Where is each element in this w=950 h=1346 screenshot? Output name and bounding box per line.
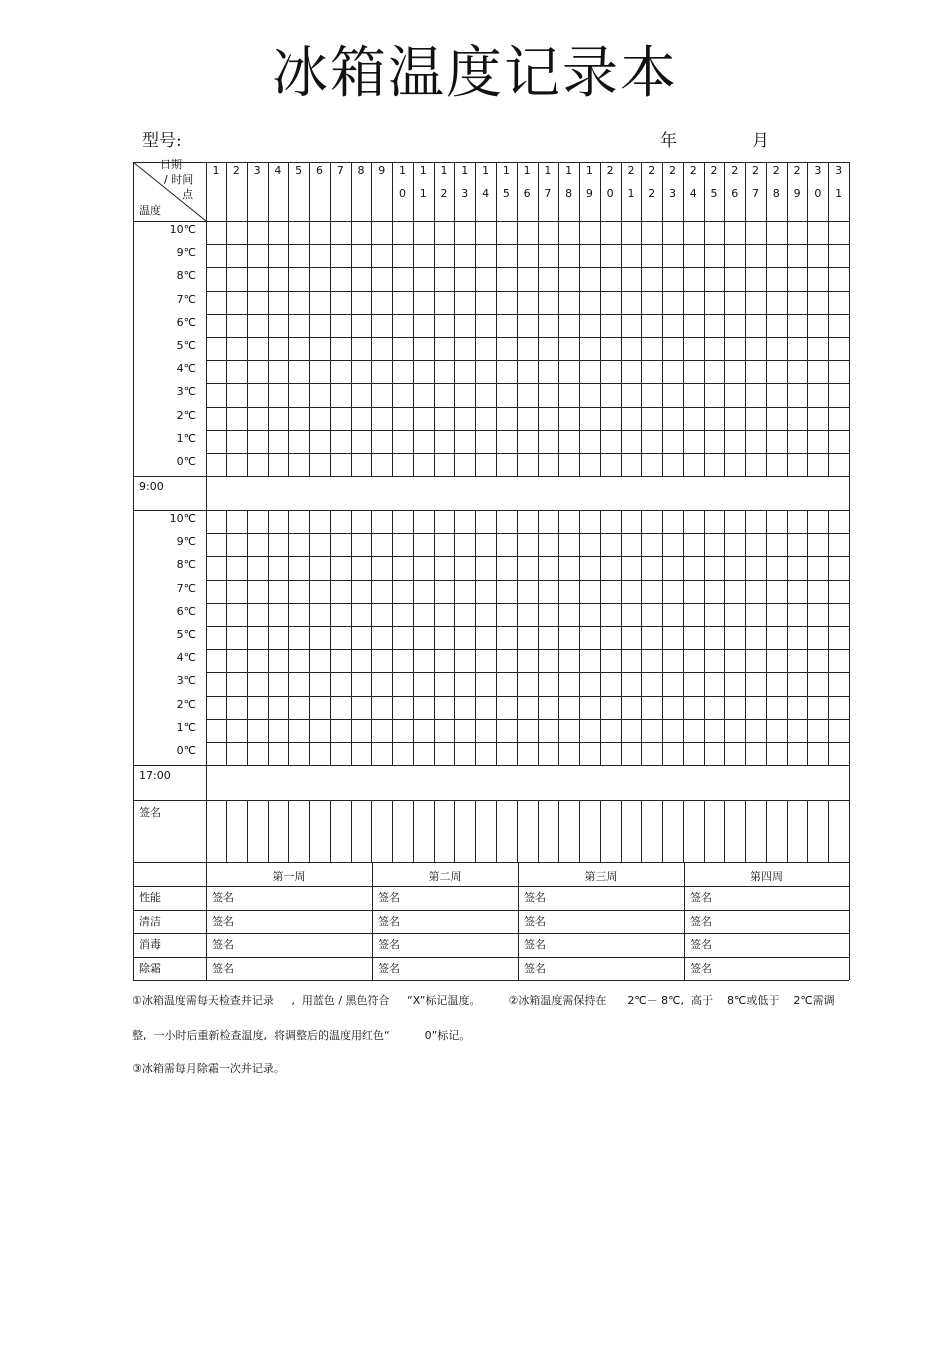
temp-row-line — [206, 580, 849, 581]
day-column-line — [600, 800, 601, 862]
note-line-2: 整, 一小时后重新检查温度, 将调整后的温度用红色“ 0”标记。 — [132, 1029, 471, 1042]
day-number: 5 — [710, 187, 718, 200]
corner-temp-label: 温度 — [139, 204, 161, 217]
day-number: 1 — [461, 164, 469, 177]
temp-row-line — [206, 291, 849, 292]
day-column-line — [641, 221, 642, 476]
year-label: 年 — [660, 131, 677, 151]
evening-temp-label: 0℃ — [176, 744, 196, 757]
day-column-line — [371, 800, 372, 862]
corner-time-label: / 时间 — [164, 173, 194, 186]
day-number: 4 — [689, 187, 697, 200]
day-column-line — [475, 221, 476, 476]
evening-temp-label: 1℃ — [176, 720, 196, 734]
temp-row-line — [206, 453, 849, 454]
temp-row-line — [206, 383, 849, 384]
task-row-line — [133, 957, 849, 958]
day-column-line — [392, 510, 393, 765]
corner-date-label: 日期 — [160, 158, 182, 171]
day-number: 7 — [336, 164, 344, 177]
day-column-line — [496, 221, 497, 476]
day-column-line — [683, 800, 684, 862]
day-column-line — [496, 800, 497, 862]
task-label: 性能 — [139, 891, 161, 904]
day-column-line — [351, 510, 352, 765]
task-signature-cell: 签名 — [690, 914, 712, 928]
day-column-line — [392, 221, 393, 476]
temp-row-line — [206, 360, 849, 361]
day-column-line — [475, 800, 476, 862]
task-signature-cell: 签名 — [378, 961, 400, 975]
day-column-line — [724, 800, 725, 862]
day-number: 2 — [232, 164, 240, 177]
day-column-line — [434, 221, 435, 476]
day-column-line — [828, 510, 829, 765]
task-label: 清洁 — [139, 914, 161, 928]
morning-temp-label: 6℃ — [176, 315, 196, 329]
task-label: 除霜 — [139, 961, 161, 975]
morning-temp-label: 0℃ — [176, 455, 196, 468]
day-number: 1 — [502, 164, 510, 177]
day-number: 2 — [772, 164, 780, 177]
day-column-line — [288, 800, 289, 862]
day-column-line — [766, 800, 767, 862]
day-column-line — [226, 221, 227, 476]
day-column-line — [247, 800, 248, 862]
day-column-line — [475, 510, 476, 765]
day-column-line — [371, 221, 372, 476]
day-number: 1 — [627, 187, 635, 200]
day-column-line — [662, 510, 663, 765]
temp-row-line — [206, 742, 849, 743]
day-column-line — [766, 221, 767, 476]
time-label-morning: 9:00 — [139, 480, 164, 494]
day-number: 1 — [523, 164, 531, 177]
day-column-line — [309, 221, 310, 476]
day-column-line — [766, 510, 767, 765]
day-number: 8 — [357, 164, 365, 177]
day-column-line — [600, 221, 601, 476]
morning-temp-label: 9℃ — [176, 246, 196, 260]
task-label: 消毒 — [139, 938, 161, 951]
day-column-line — [558, 221, 559, 476]
day-column-line — [268, 510, 269, 765]
evening-temp-label: 2℃ — [176, 697, 196, 711]
day-column-line — [309, 510, 310, 765]
table-border-top — [133, 162, 849, 163]
day-column-line — [454, 510, 455, 765]
evening-temp-label: 9℃ — [176, 535, 196, 549]
day-number: 3 — [835, 164, 843, 177]
model-label: 型号: — [142, 131, 182, 151]
day-number: 7 — [752, 187, 760, 200]
day-column-line — [413, 510, 414, 765]
time-row-line — [133, 510, 849, 511]
day-number: 6 — [731, 187, 739, 200]
task-signature-cell: 签名 — [378, 914, 400, 928]
time-row-line — [133, 476, 849, 477]
temp-row-line — [206, 649, 849, 650]
day-number: 1 — [419, 187, 427, 200]
day-number: 1 — [399, 164, 406, 177]
task-signature-cell: 签名 — [524, 891, 546, 904]
day-column-line — [683, 510, 684, 765]
day-number: 1 — [440, 164, 448, 177]
day-column-line — [247, 221, 248, 476]
day-number: 2 — [606, 164, 614, 177]
day-column-line — [828, 800, 829, 862]
day-column-line — [268, 800, 269, 862]
morning-temp-label: 3℃ — [176, 385, 196, 399]
task-signature-cell: 签名 — [524, 938, 546, 951]
task-signature-cell: 签名 — [378, 938, 400, 951]
temp-row-line — [206, 672, 849, 673]
day-column-line — [704, 221, 705, 476]
day-column-line — [641, 510, 642, 765]
day-number: 7 — [544, 187, 552, 200]
day-column-line — [517, 221, 518, 476]
day-number: 2 — [793, 164, 801, 177]
day-number: 8 — [772, 187, 780, 200]
day-column-line — [662, 800, 663, 862]
day-column-line — [247, 510, 248, 765]
task-row-line — [133, 910, 849, 911]
temp-row-line — [206, 696, 849, 697]
day-column-line — [226, 510, 227, 765]
day-number: 0 — [606, 187, 614, 200]
day-column-line — [683, 221, 684, 476]
evening-temp-label: 6℃ — [176, 604, 196, 618]
time-label-evening: 17:00 — [139, 769, 171, 783]
day-number: 4 — [482, 187, 490, 200]
task-signature-cell: 签名 — [690, 961, 712, 975]
day-number: 1 — [544, 164, 552, 177]
morning-temp-label: 10℃ — [169, 223, 196, 236]
day-column-line — [454, 221, 455, 476]
day-column-line — [413, 800, 414, 862]
day-column-line — [807, 221, 808, 476]
day-column-line — [434, 800, 435, 862]
morning-temp-label: 7℃ — [176, 292, 196, 306]
day-column-line — [745, 510, 746, 765]
table-border-bottom — [133, 980, 849, 981]
day-column-line — [621, 800, 622, 862]
header-bottom-line — [133, 221, 849, 222]
task-signature-cell: 签名 — [212, 938, 234, 951]
day-column-line — [641, 800, 642, 862]
day-number: 2 — [731, 164, 739, 177]
day-number: 5 — [295, 164, 303, 177]
day-column-line — [745, 800, 746, 862]
day-number: 6 — [315, 164, 323, 177]
week-header: 第二周 — [428, 870, 462, 883]
day-number: 2 — [710, 164, 718, 177]
table-border-right — [849, 162, 850, 980]
task-signature-cell: 签名 — [378, 891, 400, 904]
day-number: 8 — [565, 187, 573, 200]
temp-row-line — [206, 407, 849, 408]
day-number: 5 — [502, 187, 510, 200]
day-column-line — [579, 800, 580, 862]
day-column-line — [496, 510, 497, 765]
day-column-line — [828, 221, 829, 476]
day-number: 3 — [253, 164, 261, 177]
table-border-left — [133, 162, 134, 980]
day-number: 9 — [585, 187, 593, 200]
page-title: 冰箱温度记录本 — [272, 41, 678, 106]
day-column-line — [787, 800, 788, 862]
day-column-line — [351, 800, 352, 862]
day-column-line — [538, 221, 539, 476]
day-number: 2 — [752, 164, 760, 177]
evening-temp-label: 10℃ — [169, 512, 196, 525]
evening-temp-label: 4℃ — [176, 651, 196, 665]
day-column-line — [807, 800, 808, 862]
evening-temp-label: 3℃ — [176, 674, 196, 688]
signature-row-top — [133, 800, 849, 801]
week-header: 第三周 — [584, 870, 618, 883]
morning-temp-label: 1℃ — [176, 431, 196, 445]
temp-row-line — [206, 719, 849, 720]
day-number: 2 — [689, 164, 697, 177]
temp-row-line — [206, 337, 849, 338]
day-number: 9 — [378, 164, 386, 177]
day-number: 1 — [482, 164, 490, 177]
temp-row-line — [206, 430, 849, 431]
day-number: 3 — [461, 187, 469, 200]
day-column-line — [226, 800, 227, 862]
day-column-line — [704, 800, 705, 862]
time-row-line — [133, 765, 849, 766]
note-line-1: ①冰箱温度需每天检查并记录 , 用蓝色 / 黑色符合 “X”标记温度。 ②冰箱温度需保持在 2℃－ 8℃, 高于 8℃或低于 2℃需调 — [132, 994, 835, 1007]
day-column-line — [309, 800, 310, 862]
day-column-line — [787, 510, 788, 765]
day-number: 0 — [399, 187, 406, 200]
day-number: 6 — [523, 187, 531, 200]
day-column-line — [351, 221, 352, 476]
day-column-line — [371, 510, 372, 765]
day-column-line — [558, 510, 559, 765]
month-label: 月 — [752, 131, 769, 151]
label-column-divider — [206, 162, 207, 980]
day-number: 0 — [814, 187, 822, 200]
signature-row-bottom — [133, 862, 849, 863]
day-column-line — [579, 510, 580, 765]
evening-temp-label: 8℃ — [176, 558, 196, 572]
day-column-line — [454, 800, 455, 862]
day-column-line — [413, 221, 414, 476]
temp-row-line — [206, 244, 849, 245]
task-row-line — [133, 933, 849, 934]
week-header: 第一周 — [272, 870, 306, 883]
day-column-line — [724, 221, 725, 476]
day-column-line — [621, 221, 622, 476]
day-column-line — [704, 510, 705, 765]
day-number: 3 — [668, 187, 676, 200]
day-column-line — [330, 221, 331, 476]
task-signature-cell: 签名 — [690, 891, 712, 904]
temp-row-line — [206, 533, 849, 534]
day-column-line — [330, 800, 331, 862]
day-column-line — [538, 800, 539, 862]
week-header: 第四周 — [750, 870, 783, 883]
morning-temp-label: 8℃ — [176, 269, 196, 283]
task-signature-cell: 签名 — [212, 961, 234, 975]
signature-label: 签名 — [139, 806, 161, 819]
day-column-line — [600, 510, 601, 765]
task-signature-cell: 签名 — [212, 914, 234, 928]
day-number: 3 — [814, 164, 822, 177]
day-column-line — [288, 510, 289, 765]
morning-temp-label: 4℃ — [176, 362, 196, 376]
day-column-line — [330, 510, 331, 765]
day-column-line — [579, 221, 580, 476]
evening-temp-label: 7℃ — [176, 581, 196, 595]
day-number: 4 — [274, 164, 282, 177]
temp-row-line — [206, 314, 849, 315]
day-column-line — [724, 510, 725, 765]
day-number: 1 — [585, 164, 593, 177]
day-column-line — [517, 510, 518, 765]
day-column-line — [538, 510, 539, 765]
task-signature-cell: 签名 — [524, 961, 546, 975]
day-number: 2 — [440, 187, 448, 200]
day-number: 1 — [212, 164, 220, 177]
day-column-line — [268, 221, 269, 476]
day-column-line — [787, 221, 788, 476]
day-column-line — [392, 800, 393, 862]
morning-temp-label: 5℃ — [176, 339, 196, 352]
day-number: 9 — [793, 187, 801, 200]
task-row-line — [133, 886, 849, 887]
evening-temp-label: 5℃ — [176, 628, 196, 641]
note-line-3: ③冰箱需每月除霜一次并记录。 — [132, 1062, 285, 1075]
temp-row-line — [206, 267, 849, 268]
task-signature-cell: 签名 — [690, 938, 712, 951]
day-column-line — [434, 510, 435, 765]
morning-temp-label: 2℃ — [176, 408, 196, 422]
day-number: 1 — [565, 164, 573, 177]
day-column-line — [807, 510, 808, 765]
day-number: 1 — [835, 187, 843, 200]
temp-row-line — [206, 603, 849, 604]
day-column-line — [662, 221, 663, 476]
day-column-line — [621, 510, 622, 765]
day-column-line — [288, 221, 289, 476]
temp-row-line — [206, 626, 849, 627]
day-number: 2 — [648, 164, 656, 177]
corner-point-label: 点 — [182, 188, 193, 201]
day-number: 2 — [627, 164, 635, 177]
temp-row-line — [206, 556, 849, 557]
day-number: 2 — [648, 187, 656, 200]
task-signature-cell: 签名 — [212, 891, 234, 904]
day-column-line — [517, 800, 518, 862]
day-column-line — [558, 800, 559, 862]
day-number: 1 — [419, 164, 427, 177]
task-signature-cell: 签名 — [524, 914, 546, 928]
day-number: 2 — [668, 164, 676, 177]
day-column-line — [745, 221, 746, 476]
